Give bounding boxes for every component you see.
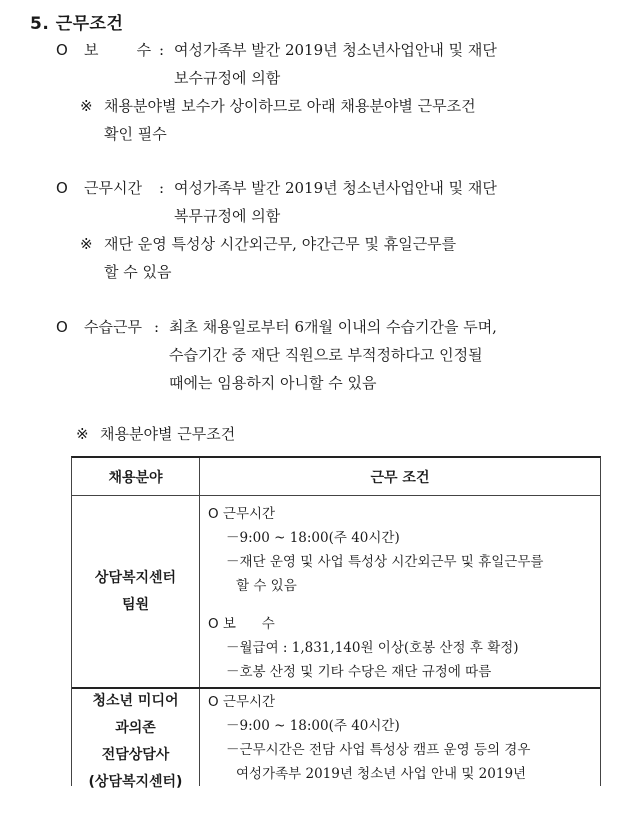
circle-bullet-icon: O [56,41,68,59]
item-label: 보 수 [84,41,152,59]
condition-line: －9:00 ~ 18:00(주 40시간) [226,530,400,546]
note-pay [80,92,600,152]
item-work-hours [56,174,596,234]
note-text-line: 재단 운영 특성상 시간외근무, 야간근무 및 휴일근무를 [104,235,457,253]
table-row-field [72,565,199,619]
field-name-line: 청소년 미디어 [92,693,179,709]
item-text-line: 여성가족부 발간 2019년 청소년사업안내 및 재단 [174,179,497,197]
note-text-line: 채용분야별 보수가 상이하므로 아래 채용분야별 근무조건 [104,97,476,115]
item-label: 수습근무 [84,318,142,336]
item-colon: : [159,179,165,197]
condition-line: －재단 운영 및 사업 특성상 시간외근무 및 휴일근무를 [226,554,544,570]
note-text-line: 할 수 있음 [104,263,172,281]
field-name-line: 과의존 [115,720,156,736]
table-row-field [72,688,199,796]
conditions-table [71,456,601,790]
table-header-divider [72,495,600,496]
table-row-conditions [200,502,600,682]
condition-line: －호봉 산정 및 기타 수당은 재단 규정에 따름 [226,664,492,680]
note-work-hours [80,230,600,290]
table-row-conditions [200,690,600,786]
item-text-line: 보수규정에 의함 [174,69,281,87]
table-header-field: 채용분야 [108,470,163,486]
item-text-line: 복무규정에 의함 [174,207,281,225]
table-caption [76,420,376,450]
circle-bullet-icon: O [56,318,68,336]
table-header-conditions: 근무 조건 [370,470,430,486]
item-colon: : [154,318,160,336]
reference-mark-icon: ※ [80,235,93,253]
item-colon: : [159,41,165,59]
item-probation [56,313,596,403]
condition-heading: O 근무시간 [208,506,276,522]
item-text-line: 최초 채용일로부터 6개월 이내의 수습기간을 두며, [169,318,497,336]
field-name-line: 팀원 [121,597,150,613]
condition-heading: O 근무시간 [208,694,276,710]
condition-line: －9:00 ~ 18:00(주 40시간) [226,718,400,734]
item-label: 근무시간 [84,179,142,197]
field-name-line: (상담복지센터) [88,774,183,790]
condition-heading: O 보 수 [208,616,275,632]
item-text-line: 때에는 임용하지 아니할 수 있음 [169,374,377,392]
field-name-line: 상담복지센터 [94,570,177,586]
condition-line: －근무시간은 전담 사업 특성상 캠프 운영 등의 경우 [226,742,531,758]
condition-line: 할 수 있음 [236,578,297,594]
circle-bullet-icon: O [56,179,68,197]
item-text-line: 여성가족부 발간 2019년 청소년사업안내 및 재단 [174,41,497,59]
reference-mark-icon: ※ [80,97,93,115]
note-text-line: 확인 필수 [104,125,167,143]
field-name-line: 전담상담사 [101,747,170,763]
table-caption-text: 채용분야별 근무조건 [100,425,236,443]
reference-mark-icon: ※ [76,425,89,443]
item-pay [56,36,596,96]
item-text-line: 수습기간 중 재단 직원으로 부적정하다고 인정될 [169,346,483,364]
condition-line: －월급여 : 1,831,140원 이상(호봉 산정 후 확정) [226,640,519,656]
section-title: 5. 근무조건 [30,14,124,34]
condition-line: 여성가족부 2019년 청소년 사업 안내 및 2019년 [236,766,527,782]
